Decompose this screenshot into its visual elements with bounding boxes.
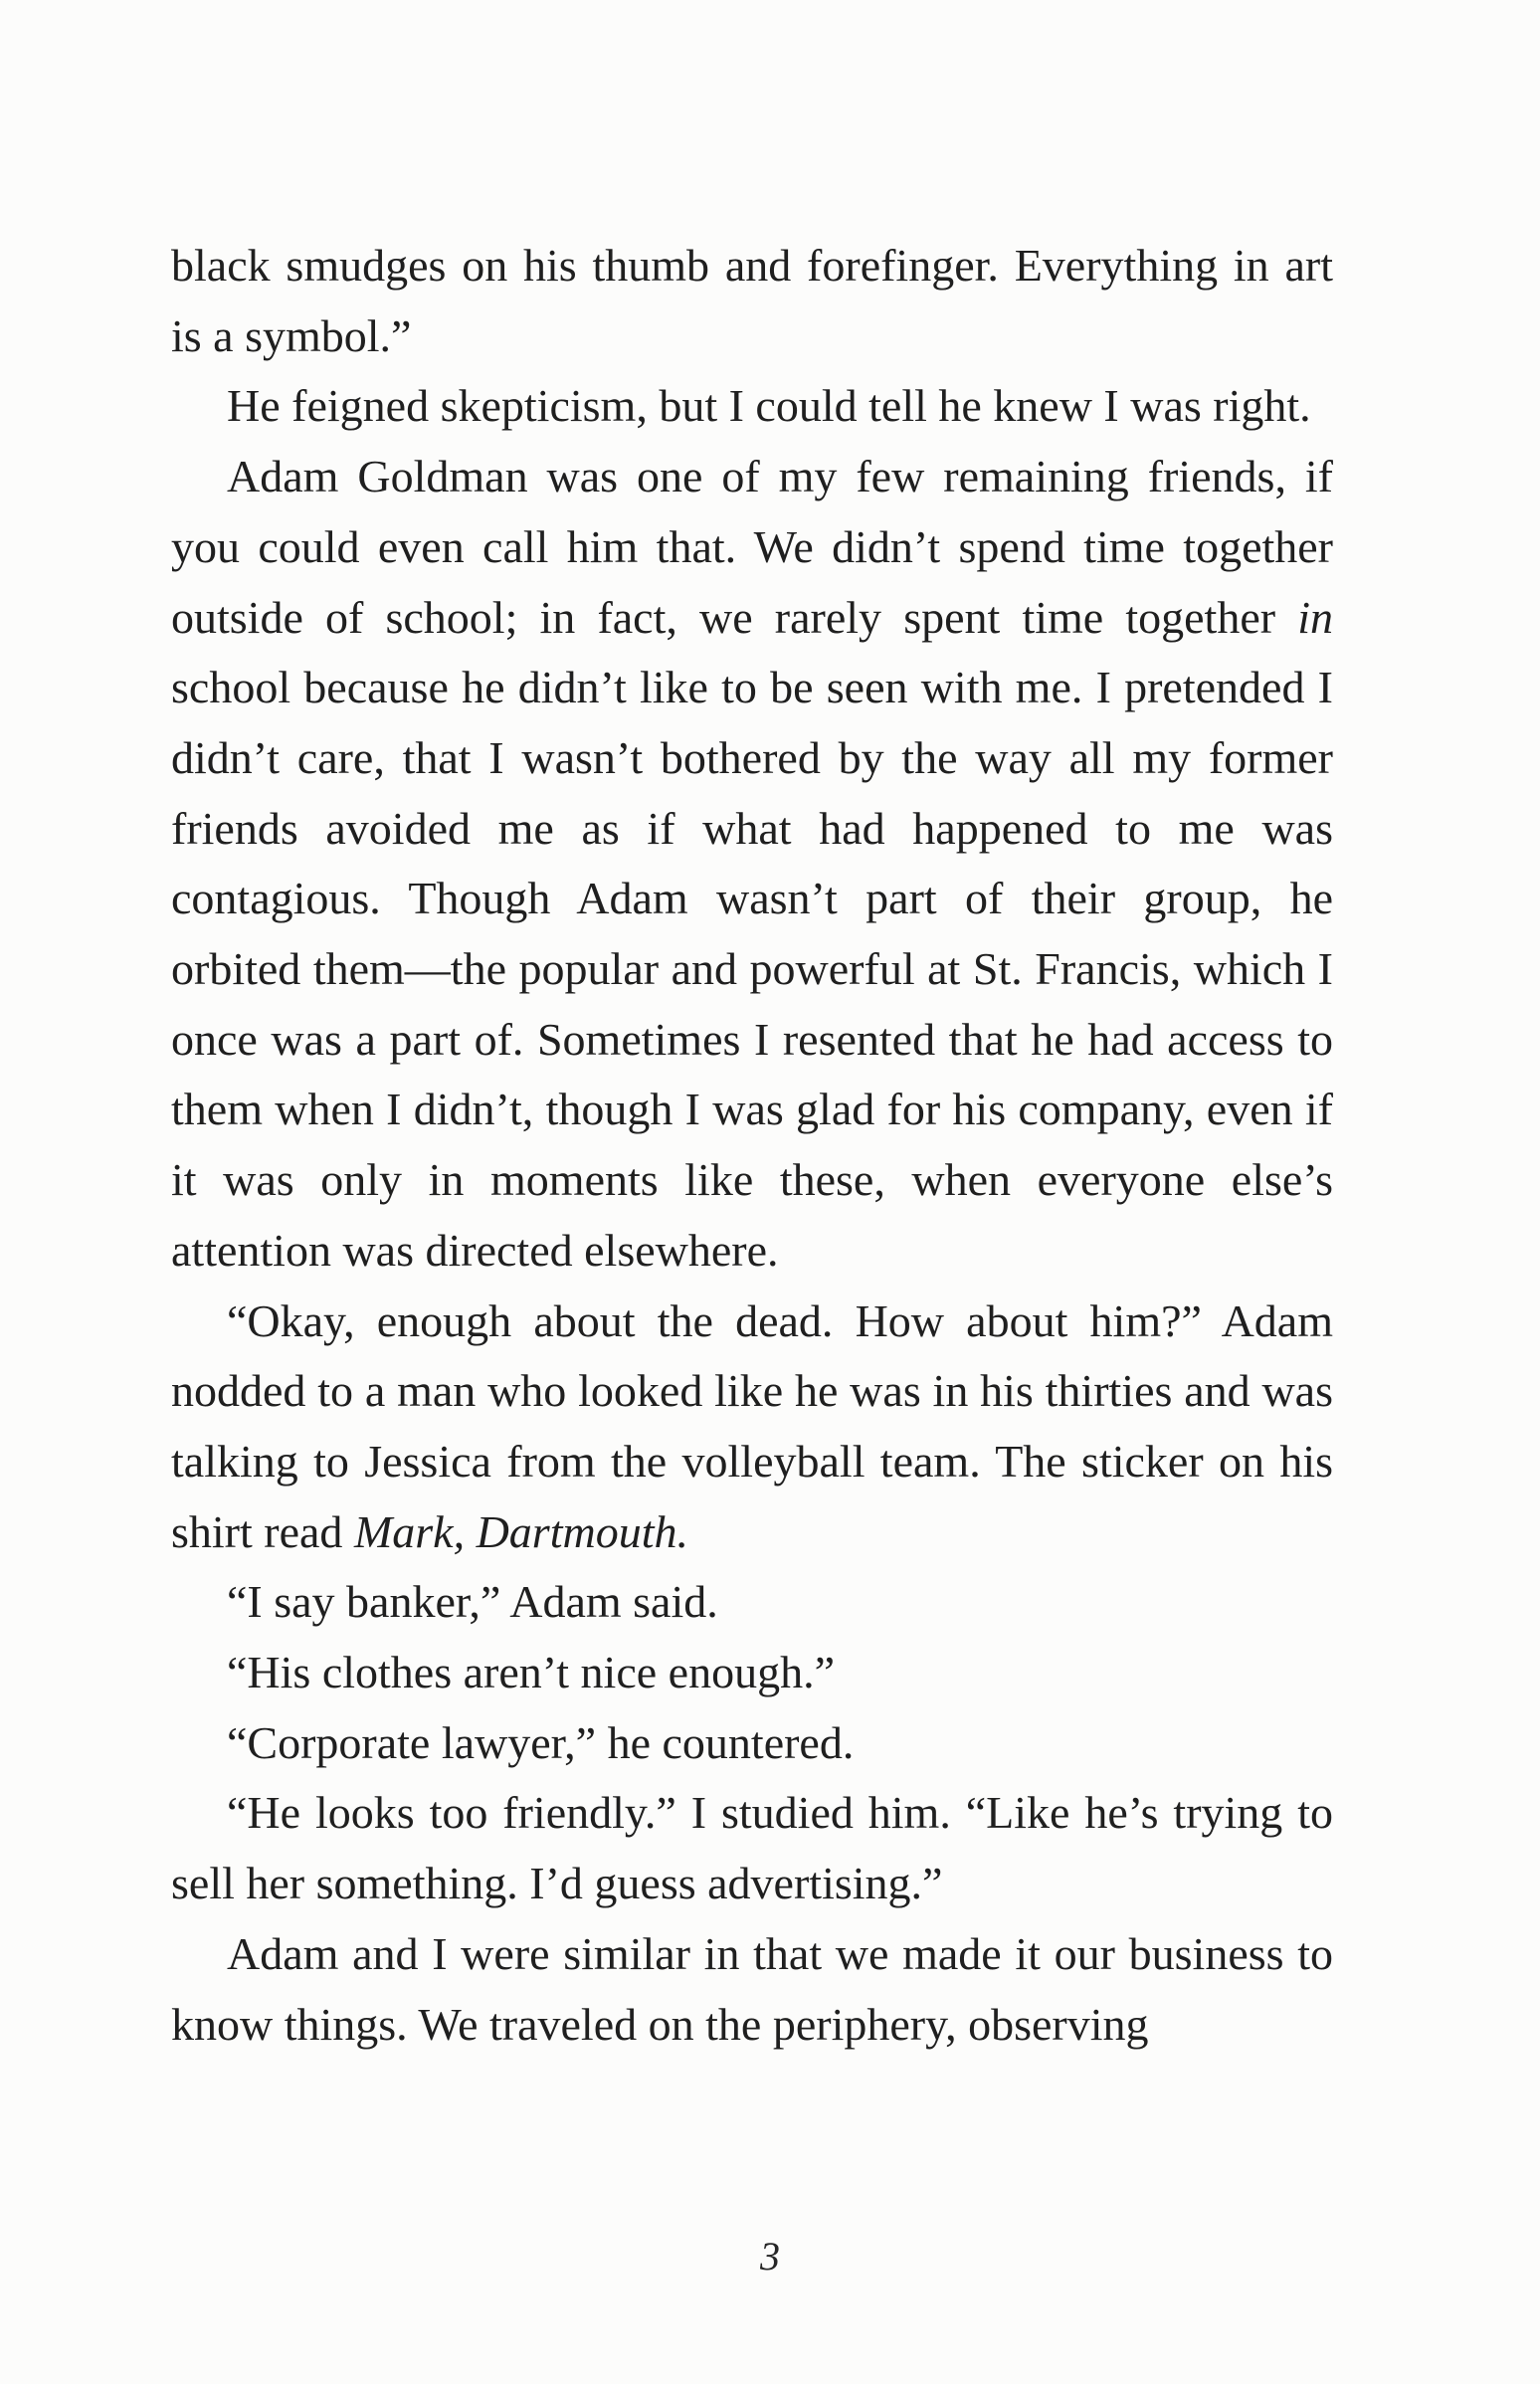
paragraph-text: school because he didn’t like to be seen with me. I pretended I didn’t care, that I wasn’t bothered by the way all my former friends avoided me as if what had happened to me was contagious. Though Adam wasn’t part of their group, he orbited them—the popular and powerful at St. Francis, which I once was a part of. Sometimes I resented that he had access to them when I didn’t, though I was glad for his company, even if it was only in moments like these, when everyone else’s attention was directed elsewhere. [171,662,1333,1276]
paragraph-text: Adam Goldman was one of my few remaining friends, if you could even call him that. We didn’t spend time together outside of school; in fact, we rarely spent time together [171,451,1333,643]
paragraph [171,231,1333,371]
paragraph [171,1919,1333,2060]
paragraph [171,442,1333,1286]
paragraph [171,1287,1333,1568]
paragraph [171,1778,1333,1918]
body-text [171,231,1333,2060]
paragraph-text: “I say banker,” Adam said. [227,1576,718,1628]
paragraph [171,1638,1333,1708]
paragraph [171,371,1333,442]
paragraph-text: He feigned skepticism, but I could tell he knew I was right. [227,380,1311,432]
paragraph [171,1708,1333,1779]
paragraph-text: “Okay, enough about the dead. How about him?” Adam nodded to a man who looked like he was in his thirties and was talking to Jessica from the volleyball team. The sticker on his shirt read [171,1294,1333,1557]
paragraph-text: “His clothes aren’t nice enough.” [227,1647,835,1698]
italic-text: Mark, Dartmouth. [353,1505,688,1557]
paragraph [171,1567,1333,1638]
italic-text: in [1297,591,1333,643]
paragraph-text: “He looks too friendly.” I studied him. “Like he’s trying to sell her something. I’d guess advertising.” [171,1787,1333,1909]
paragraph-text: “Corporate lawyer,” he countered. [227,1716,855,1768]
paragraph-text: black smudges on his thumb and forefinger. Everything in art is a symbol.” [171,240,1333,361]
paragraph-text: Adam and I were similar in that we made it our business to know things. We traveled on the periphery, observing [171,1927,1333,2050]
page-number: 3 [760,2234,780,2279]
